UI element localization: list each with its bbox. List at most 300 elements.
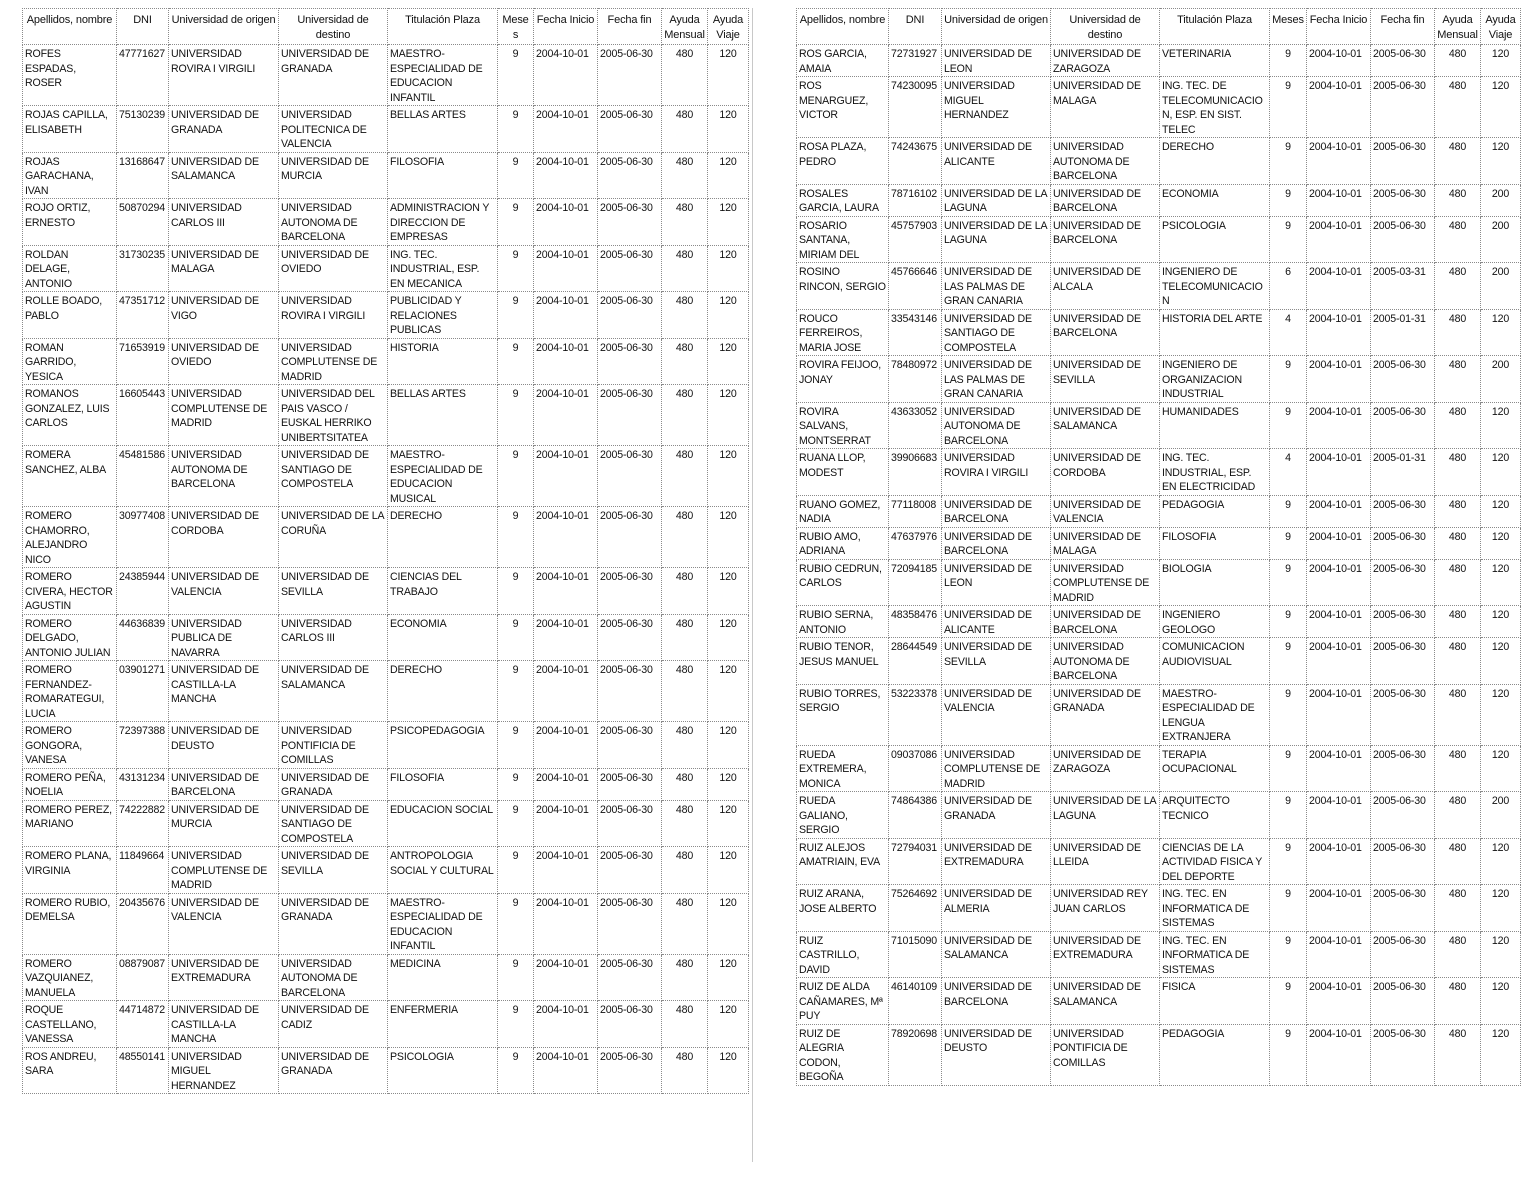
cell-end-date: 2005-06-30 xyxy=(1371,77,1435,138)
cell-degree-title: FILOSOFIA xyxy=(388,768,498,800)
column-header-applicant-name: Apellidos, nombre xyxy=(23,9,117,45)
table-row xyxy=(23,954,749,1001)
cell-degree-title: MAESTRO-ESPECIALIDAD DE EDUCACION MUSICAL xyxy=(388,446,498,507)
cell-origin-university: UNIVERSIDAD DE SANTIAGO DE COMPOSTELA xyxy=(942,309,1051,356)
cell-months: 9 xyxy=(498,245,534,292)
cell-degree-title: CIENCIAS DEL TRABAJO xyxy=(388,568,498,615)
cell-end-date: 2005-06-30 xyxy=(598,893,662,954)
cell-months: 9 xyxy=(498,768,534,800)
column-header-destination-university: Universidad de destino xyxy=(1051,9,1160,45)
column-header-degree-title: Titulación Plaza xyxy=(1160,9,1270,45)
cell-destination-university: UNIVERSIDAD DE SALAMANCA xyxy=(1051,978,1160,1025)
table-body xyxy=(797,45,1521,1086)
cell-end-date: 2005-06-30 xyxy=(598,722,662,769)
cell-degree-title: ING. TEC. DE TELECOMUNICACION, ESP. EN SIST. TELEC xyxy=(1160,77,1270,138)
cell-applicant-name: ROVIRA FEIJOO, JONAY xyxy=(797,356,889,403)
cell-travel-aid: 120 xyxy=(1481,309,1521,356)
cell-dni: 48358476 xyxy=(889,606,942,638)
cell-degree-title: PEDAGOGIA xyxy=(1160,495,1270,527)
cell-start-date: 2004-10-01 xyxy=(534,292,598,339)
cell-applicant-name: ROLLE BOADO, PABLO xyxy=(23,292,117,339)
cell-degree-title: FILOSOFIA xyxy=(1160,527,1270,559)
cell-destination-university: UNIVERSIDAD PONTIFICIA DE COMILLAS xyxy=(279,722,388,769)
cell-origin-university: UNIVERSIDAD DE LAS PALMAS DE GRAN CANARIA xyxy=(942,356,1051,403)
cell-applicant-name: ROMERO CHAMORRO, ALEJANDRO NICO xyxy=(23,507,117,568)
cell-applicant-name: ROVIRA SALVANS, MONTSERRAT xyxy=(797,402,889,449)
column-header-applicant-name: Apellidos, nombre xyxy=(797,9,889,45)
cell-end-date: 2005-06-30 xyxy=(1371,138,1435,185)
cell-start-date: 2004-10-01 xyxy=(1307,931,1371,978)
cell-destination-university: UNIVERSIDAD DE CADIZ xyxy=(279,1001,388,1048)
cell-degree-title: ECONOMIA xyxy=(1160,184,1270,216)
cell-start-date: 2004-10-01 xyxy=(1307,606,1371,638)
table-row xyxy=(23,446,749,507)
cell-destination-university: UNIVERSIDAD COMPLUTENSE DE MADRID xyxy=(279,338,388,385)
cell-end-date: 2005-06-30 xyxy=(1371,559,1435,606)
cell-degree-title: ING. TEC. EN INFORMATICA DE SISTEMAS xyxy=(1160,931,1270,978)
table-row xyxy=(23,800,749,847)
cell-destination-university: UNIVERSIDAD DE EXTREMADURA xyxy=(1051,931,1160,978)
cell-destination-university: UNIVERSIDAD DE LA LAGUNA xyxy=(1051,792,1160,839)
cell-end-date: 2005-06-30 xyxy=(598,1047,662,1094)
cell-travel-aid: 120 xyxy=(708,446,749,507)
cell-end-date: 2005-06-30 xyxy=(598,338,662,385)
table-row xyxy=(23,1001,749,1048)
cell-months: 9 xyxy=(498,1001,534,1048)
cell-monthly-aid: 480 xyxy=(662,385,708,446)
cell-months: 9 xyxy=(498,106,534,153)
cell-dni: 53223378 xyxy=(889,684,942,745)
cell-monthly-aid: 480 xyxy=(662,446,708,507)
cell-dni: 44714872 xyxy=(117,1001,169,1048)
cell-degree-title: MAESTRO-ESPECIALIDAD DE EDUCACION INFANTIL xyxy=(388,45,498,106)
cell-end-date: 2005-06-30 xyxy=(1371,745,1435,792)
cell-start-date: 2004-10-01 xyxy=(534,1001,598,1048)
cell-travel-aid: 120 xyxy=(1481,449,1521,496)
cell-months: 6 xyxy=(1270,263,1307,310)
cell-monthly-aid: 480 xyxy=(662,614,708,661)
cell-start-date: 2004-10-01 xyxy=(1307,45,1371,77)
cell-dni: 46140109 xyxy=(889,978,942,1025)
cell-dni: 50870294 xyxy=(117,199,169,246)
cell-end-date: 2005-06-30 xyxy=(598,199,662,246)
cell-applicant-name: ROQUE CASTELLANO, VANESSA xyxy=(23,1001,117,1048)
cell-monthly-aid: 480 xyxy=(1435,606,1481,638)
cell-monthly-aid: 480 xyxy=(1435,638,1481,685)
cell-monthly-aid: 480 xyxy=(662,847,708,894)
cell-origin-university: UNIVERSIDAD DE BARCELONA xyxy=(942,495,1051,527)
cell-destination-university: UNIVERSIDAD AUTONOMA DE BARCELONA xyxy=(279,954,388,1001)
cell-applicant-name: RUBIO TENOR, JESUS MANUEL xyxy=(797,638,889,685)
cell-degree-title: EDUCACION SOCIAL xyxy=(388,800,498,847)
table-row xyxy=(23,338,749,385)
cell-monthly-aid: 480 xyxy=(1435,792,1481,839)
cell-dni: 78480972 xyxy=(889,356,942,403)
cell-origin-university: UNIVERSIDAD DE VIGO xyxy=(169,292,279,339)
cell-monthly-aid: 480 xyxy=(662,1001,708,1048)
table-row xyxy=(797,527,1521,559)
cell-travel-aid: 120 xyxy=(1481,838,1521,885)
cell-monthly-aid: 480 xyxy=(662,245,708,292)
cell-dni: 48550141 xyxy=(117,1047,169,1094)
cell-destination-university: UNIVERSIDAD DE LLEIDA xyxy=(1051,838,1160,885)
cell-monthly-aid: 480 xyxy=(1435,356,1481,403)
cell-end-date: 2005-06-30 xyxy=(1371,495,1435,527)
cell-degree-title: ARQUITECTO TECNICO xyxy=(1160,792,1270,839)
cell-destination-university: UNIVERSIDAD DE VALENCIA xyxy=(1051,495,1160,527)
cell-degree-title: MAESTRO-ESPECIALIDAD DE LENGUA EXTRANJERA xyxy=(1160,684,1270,745)
table-row xyxy=(23,106,749,153)
cell-dni: 09037086 xyxy=(889,745,942,792)
cell-travel-aid: 120 xyxy=(1481,527,1521,559)
cell-months: 9 xyxy=(1270,559,1307,606)
table-row xyxy=(797,931,1521,978)
cell-destination-university: UNIVERSIDAD DE CORDOBA xyxy=(1051,449,1160,496)
cell-start-date: 2004-10-01 xyxy=(1307,527,1371,559)
cell-months: 9 xyxy=(1270,402,1307,449)
cell-degree-title: PUBLICIDAD Y RELACIONES PUBLICAS xyxy=(388,292,498,339)
cell-start-date: 2004-10-01 xyxy=(534,722,598,769)
cell-origin-university: UNIVERSIDAD DE ALMERIA xyxy=(942,885,1051,932)
cell-travel-aid: 120 xyxy=(708,507,749,568)
cell-dni: 78716102 xyxy=(889,184,942,216)
cell-end-date: 2005-01-31 xyxy=(1371,449,1435,496)
cell-origin-university: UNIVERSIDAD CARLOS III xyxy=(169,199,279,246)
cell-origin-university: UNIVERSIDAD DE CASTILLA-LA MANCHA xyxy=(169,661,279,722)
cell-monthly-aid: 480 xyxy=(1435,449,1481,496)
cell-travel-aid: 120 xyxy=(1481,606,1521,638)
cell-travel-aid: 120 xyxy=(708,847,749,894)
table-row xyxy=(797,495,1521,527)
cell-dni: 13168647 xyxy=(117,152,169,199)
cell-months: 9 xyxy=(498,292,534,339)
cell-months: 9 xyxy=(498,338,534,385)
column-header-travel-aid: Ayuda Viaje xyxy=(708,9,749,45)
cell-start-date: 2004-10-01 xyxy=(534,245,598,292)
cell-dni: 47351712 xyxy=(117,292,169,339)
cell-monthly-aid: 480 xyxy=(1435,684,1481,745)
cell-degree-title: TERAPIA OCUPACIONAL xyxy=(1160,745,1270,792)
cell-monthly-aid: 480 xyxy=(662,893,708,954)
table-row xyxy=(797,1024,1521,1085)
cell-origin-university: UNIVERSIDAD DE BARCELONA xyxy=(169,768,279,800)
cell-applicant-name: ROFES ESPADAS, ROSER xyxy=(23,45,117,106)
cell-dni: 74243675 xyxy=(889,138,942,185)
cell-dni: 74864386 xyxy=(889,792,942,839)
cell-monthly-aid: 480 xyxy=(1435,45,1481,77)
cell-dni: 72397388 xyxy=(117,722,169,769)
table-row xyxy=(797,309,1521,356)
cell-dni: 45481586 xyxy=(117,446,169,507)
cell-months: 9 xyxy=(498,1047,534,1094)
cell-start-date: 2004-10-01 xyxy=(534,661,598,722)
table-row xyxy=(797,638,1521,685)
table-row xyxy=(23,45,749,106)
cell-dni: 08879087 xyxy=(117,954,169,1001)
cell-monthly-aid: 480 xyxy=(1435,559,1481,606)
cell-monthly-aid: 480 xyxy=(1435,77,1481,138)
column-header-start-date: Fecha Inicio xyxy=(1307,9,1371,45)
cell-end-date: 2005-06-30 xyxy=(598,152,662,199)
cell-start-date: 2004-10-01 xyxy=(534,800,598,847)
table-row xyxy=(797,684,1521,745)
cell-destination-university: UNIVERSIDAD DE ZARAGOZA xyxy=(1051,45,1160,77)
cell-travel-aid: 120 xyxy=(1481,684,1521,745)
cell-months: 9 xyxy=(1270,1024,1307,1085)
cell-months: 9 xyxy=(1270,495,1307,527)
cell-origin-university: UNIVERSIDAD DE LEON xyxy=(942,45,1051,77)
table-row xyxy=(23,292,749,339)
column-header-degree-title: Titulación Plaza xyxy=(388,9,498,45)
cell-end-date: 2005-06-30 xyxy=(598,568,662,615)
cell-destination-university: UNIVERSIDAD AUTONOMA DE BARCELONA xyxy=(1051,638,1160,685)
cell-dni: 33543146 xyxy=(889,309,942,356)
cell-applicant-name: ROUCO FERREIROS, MARIA JOSE xyxy=(797,309,889,356)
cell-destination-university: UNIVERSIDAD POLITECNICA DE VALENCIA xyxy=(279,106,388,153)
cell-travel-aid: 120 xyxy=(708,385,749,446)
table-row xyxy=(797,184,1521,216)
cell-origin-university: UNIVERSIDAD DE VALENCIA xyxy=(942,684,1051,745)
cell-degree-title: ENFERMERIA xyxy=(388,1001,498,1048)
cell-months: 9 xyxy=(1270,216,1307,263)
cell-applicant-name: ROMERO PEÑA, NOELIA xyxy=(23,768,117,800)
table-row xyxy=(797,356,1521,403)
cell-applicant-name: RUBIO TORRES, SERGIO xyxy=(797,684,889,745)
cell-months: 9 xyxy=(498,847,534,894)
cell-end-date: 2005-06-30 xyxy=(1371,978,1435,1025)
cell-months: 9 xyxy=(498,507,534,568)
cell-applicant-name: ROMANOS GONZALEZ, LUIS CARLOS xyxy=(23,385,117,446)
cell-end-date: 2005-06-30 xyxy=(1371,216,1435,263)
cell-end-date: 2005-06-30 xyxy=(598,847,662,894)
cell-origin-university: UNIVERSIDAD DE MURCIA xyxy=(169,800,279,847)
cell-applicant-name: RUIZ ARANA, JOSE ALBERTO xyxy=(797,885,889,932)
cell-months: 9 xyxy=(1270,45,1307,77)
cell-end-date: 2005-06-30 xyxy=(598,768,662,800)
cell-travel-aid: 120 xyxy=(708,1047,749,1094)
cell-applicant-name: RUEDA GALIANO, SERGIO xyxy=(797,792,889,839)
cell-travel-aid: 120 xyxy=(708,106,749,153)
cell-origin-university: UNIVERSIDAD AUTONOMA DE BARCELONA xyxy=(169,446,279,507)
cell-origin-university: UNIVERSIDAD COMPLUTENSE DE MADRID xyxy=(169,385,279,446)
cell-monthly-aid: 480 xyxy=(1435,402,1481,449)
cell-origin-university: UNIVERSIDAD DE GRANADA xyxy=(942,792,1051,839)
cell-monthly-aid: 480 xyxy=(662,1047,708,1094)
cell-months: 9 xyxy=(498,722,534,769)
cell-start-date: 2004-10-01 xyxy=(1307,309,1371,356)
cell-destination-university: UNIVERSIDAD DE BARCELONA xyxy=(1051,309,1160,356)
cell-end-date: 2005-06-30 xyxy=(1371,1024,1435,1085)
cell-travel-aid: 120 xyxy=(708,152,749,199)
right-page xyxy=(796,8,1520,1086)
cell-end-date: 2005-06-30 xyxy=(598,106,662,153)
cell-destination-university: UNIVERSIDAD DE BARCELONA xyxy=(1051,606,1160,638)
cell-origin-university: UNIVERSIDAD DE LAS PALMAS DE GRAN CANARIA xyxy=(942,263,1051,310)
cell-months: 4 xyxy=(1270,449,1307,496)
cell-end-date: 2005-06-30 xyxy=(598,245,662,292)
cell-dni: 77118008 xyxy=(889,495,942,527)
cell-degree-title: FILOSOFIA xyxy=(388,152,498,199)
cell-destination-university: UNIVERSIDAD DE MALAGA xyxy=(1051,527,1160,559)
cell-travel-aid: 120 xyxy=(708,292,749,339)
cell-end-date: 2005-06-30 xyxy=(598,385,662,446)
cell-applicant-name: ROSARIO SANTANA, MIRIAM DEL xyxy=(797,216,889,263)
cell-months: 9 xyxy=(498,446,534,507)
cell-degree-title: ING. TEC. EN INFORMATICA DE SISTEMAS xyxy=(1160,885,1270,932)
column-header-dni: DNI xyxy=(117,9,169,45)
cell-monthly-aid: 480 xyxy=(662,507,708,568)
cell-months: 9 xyxy=(1270,356,1307,403)
cell-start-date: 2004-10-01 xyxy=(534,614,598,661)
column-header-monthly-aid: Ayuda Mensual xyxy=(1435,9,1481,45)
table-row xyxy=(797,216,1521,263)
cell-destination-university: UNIVERSIDAD DE BARCELONA xyxy=(1051,216,1160,263)
cell-degree-title: COMUNICACION AUDIOVISUAL xyxy=(1160,638,1270,685)
cell-destination-university: UNIVERSIDAD COMPLUTENSE DE MADRID xyxy=(1051,559,1160,606)
table-row xyxy=(23,661,749,722)
cell-destination-university: UNIVERSIDAD PONTIFICIA DE COMILLAS xyxy=(1051,1024,1160,1085)
table-row xyxy=(797,402,1521,449)
cell-applicant-name: ROS GARCIA, AMAIA xyxy=(797,45,889,77)
cell-months: 9 xyxy=(1270,77,1307,138)
cell-monthly-aid: 480 xyxy=(662,106,708,153)
cell-dni: 74222882 xyxy=(117,800,169,847)
cell-origin-university: UNIVERSIDAD DE DEUSTO xyxy=(942,1024,1051,1085)
cell-months: 9 xyxy=(1270,838,1307,885)
cell-origin-university: UNIVERSIDAD DE LA LAGUNA xyxy=(942,216,1051,263)
cell-dni: 11849664 xyxy=(117,847,169,894)
cell-start-date: 2004-10-01 xyxy=(1307,263,1371,310)
cell-end-date: 2005-06-30 xyxy=(598,45,662,106)
cell-applicant-name: ROMERO PEREZ, MARIANO xyxy=(23,800,117,847)
cell-monthly-aid: 480 xyxy=(662,338,708,385)
cell-end-date: 2005-06-30 xyxy=(598,292,662,339)
cell-end-date: 2005-03-31 xyxy=(1371,263,1435,310)
table-row xyxy=(797,838,1521,885)
cell-applicant-name: RUIZ DE ALDA CAÑAMARES, Mª PUY xyxy=(797,978,889,1025)
cell-travel-aid: 200 xyxy=(1481,184,1521,216)
cell-months: 9 xyxy=(1270,684,1307,745)
cell-destination-university: UNIVERSIDAD DE ALCALA xyxy=(1051,263,1160,310)
cell-travel-aid: 120 xyxy=(708,614,749,661)
cell-monthly-aid: 480 xyxy=(662,292,708,339)
cell-months: 9 xyxy=(1270,527,1307,559)
cell-origin-university: UNIVERSIDAD COMPLUTENSE DE MADRID xyxy=(169,847,279,894)
cell-monthly-aid: 480 xyxy=(1435,184,1481,216)
cell-degree-title: INGENIERO DE TELECOMUNICACION xyxy=(1160,263,1270,310)
cell-degree-title: ING. TEC. INDUSTRIAL, ESP. EN MECANICA xyxy=(388,245,498,292)
cell-monthly-aid: 480 xyxy=(1435,263,1481,310)
cell-dni: 72794031 xyxy=(889,838,942,885)
cell-start-date: 2004-10-01 xyxy=(1307,838,1371,885)
cell-applicant-name: ROSINO RINCON, SERGIO xyxy=(797,263,889,310)
cell-travel-aid: 120 xyxy=(1481,885,1521,932)
cell-dni: 20435676 xyxy=(117,893,169,954)
cell-degree-title: HUMANIDADES xyxy=(1160,402,1270,449)
cell-degree-title: DERECHO xyxy=(1160,138,1270,185)
cell-start-date: 2004-10-01 xyxy=(534,152,598,199)
cell-destination-university: UNIVERSIDAD DE SEVILLA xyxy=(1051,356,1160,403)
cell-origin-university: UNIVERSIDAD DE SALAMANCA xyxy=(169,152,279,199)
cell-origin-university: UNIVERSIDAD DE SEVILLA xyxy=(942,638,1051,685)
table-row xyxy=(23,614,749,661)
cell-dni: 16605443 xyxy=(117,385,169,446)
cell-start-date: 2004-10-01 xyxy=(534,45,598,106)
cell-dni: 03901271 xyxy=(117,661,169,722)
cell-start-date: 2004-10-01 xyxy=(534,1047,598,1094)
cell-origin-university: UNIVERSIDAD DE CORDOBA xyxy=(169,507,279,568)
cell-start-date: 2004-10-01 xyxy=(534,568,598,615)
cell-monthly-aid: 480 xyxy=(662,800,708,847)
cell-destination-university: UNIVERSIDAD DE GRANADA xyxy=(1051,684,1160,745)
cell-dni: 47771627 xyxy=(117,45,169,106)
cell-origin-university: UNIVERSIDAD COMPLUTENSE DE MADRID xyxy=(942,745,1051,792)
cell-origin-university: UNIVERSIDAD DE LA LAGUNA xyxy=(942,184,1051,216)
column-header-end-date: Fecha fin xyxy=(598,9,662,45)
cell-start-date: 2004-10-01 xyxy=(1307,978,1371,1025)
cell-applicant-name: ROJAS GARACHANA, IVAN xyxy=(23,152,117,199)
cell-origin-university: UNIVERSIDAD DE ALICANTE xyxy=(942,606,1051,638)
cell-months: 9 xyxy=(498,568,534,615)
cell-origin-university: UNIVERSIDAD PUBLICA DE NAVARRA xyxy=(169,614,279,661)
table-row xyxy=(797,745,1521,792)
cell-origin-university: UNIVERSIDAD ROVIRA I VIRGILI xyxy=(942,449,1051,496)
cell-applicant-name: ROMERO DELGADO, ANTONIO JULIAN xyxy=(23,614,117,661)
cell-degree-title: CIENCIAS DE LA ACTIVIDAD FISICA Y DEL DEPORTE xyxy=(1160,838,1270,885)
cell-end-date: 2005-06-30 xyxy=(1371,45,1435,77)
cell-origin-university: UNIVERSIDAD DE BARCELONA xyxy=(942,978,1051,1025)
cell-destination-university: UNIVERSIDAD DE OVIEDO xyxy=(279,245,388,292)
cell-travel-aid: 120 xyxy=(708,954,749,1001)
cell-origin-university: UNIVERSIDAD DE LEON xyxy=(942,559,1051,606)
cell-end-date: 2005-06-30 xyxy=(1371,792,1435,839)
left-table xyxy=(22,8,749,1094)
cell-start-date: 2004-10-01 xyxy=(534,385,598,446)
cell-travel-aid: 120 xyxy=(1481,559,1521,606)
cell-end-date: 2005-06-30 xyxy=(598,661,662,722)
cell-applicant-name: ROSALES GARCIA, LAURA xyxy=(797,184,889,216)
cell-degree-title: ECONOMIA xyxy=(388,614,498,661)
cell-end-date: 2005-06-30 xyxy=(1371,606,1435,638)
header-row xyxy=(23,9,749,45)
cell-applicant-name: ROJAS CAPILLA, ELISABETH xyxy=(23,106,117,153)
column-header-months: Meses xyxy=(498,9,534,45)
cell-travel-aid: 120 xyxy=(708,661,749,722)
cell-monthly-aid: 480 xyxy=(1435,978,1481,1025)
cell-degree-title: BIOLOGIA xyxy=(1160,559,1270,606)
cell-end-date: 2005-06-30 xyxy=(598,954,662,1001)
cell-end-date: 2005-06-30 xyxy=(1371,402,1435,449)
cell-travel-aid: 120 xyxy=(708,722,749,769)
cell-applicant-name: ROSA PLAZA, PEDRO xyxy=(797,138,889,185)
cell-start-date: 2004-10-01 xyxy=(1307,559,1371,606)
cell-destination-university: UNIVERSIDAD DE SALAMANCA xyxy=(279,661,388,722)
cell-monthly-aid: 480 xyxy=(662,568,708,615)
table-row xyxy=(797,885,1521,932)
cell-degree-title: PSICOPEDAGOGIA xyxy=(388,722,498,769)
column-header-end-date: Fecha fin xyxy=(1371,9,1435,45)
cell-degree-title: MAESTRO-ESPECIALIDAD DE EDUCACION INFANTIL xyxy=(388,893,498,954)
cell-origin-university: UNIVERSIDAD DE BARCELONA xyxy=(942,527,1051,559)
cell-end-date: 2005-06-30 xyxy=(1371,638,1435,685)
cell-start-date: 2004-10-01 xyxy=(534,338,598,385)
table-row xyxy=(23,507,749,568)
cell-start-date: 2004-10-01 xyxy=(1307,638,1371,685)
cell-end-date: 2005-01-31 xyxy=(1371,309,1435,356)
cell-months: 9 xyxy=(498,661,534,722)
cell-months: 9 xyxy=(1270,978,1307,1025)
table-row xyxy=(797,559,1521,606)
